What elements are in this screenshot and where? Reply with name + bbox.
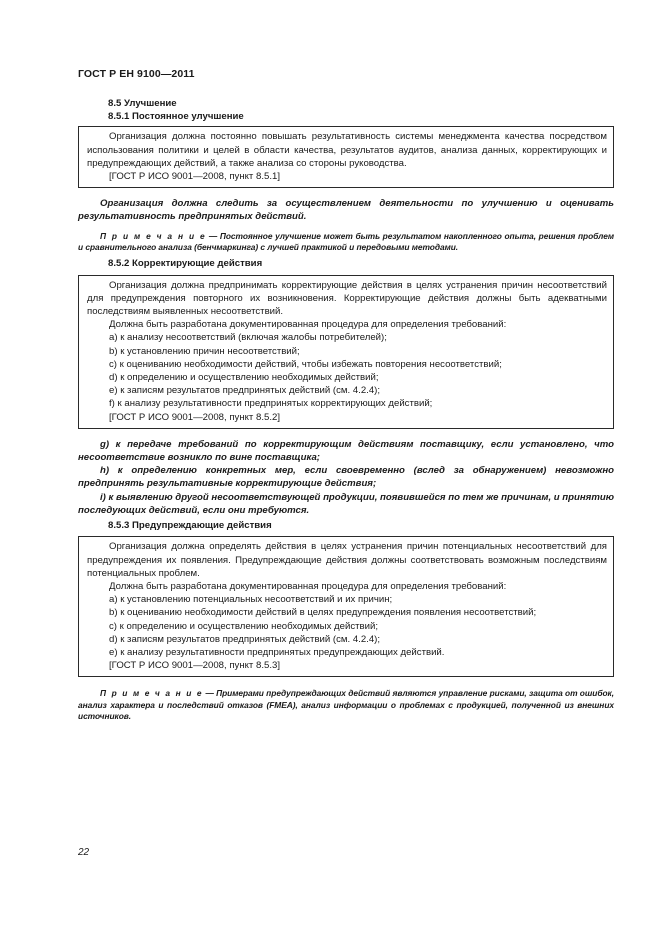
list-item: f) к анализу результативности предпринятых корректирующих действий; (109, 398, 433, 410)
section-8-5-3-heading: 8.5.3 Предупреждающие действия (108, 520, 272, 532)
note-label: П р и м е ч а н и е (100, 688, 204, 699)
section-8-5-2-heading: 8.5.2 Корректирующие действия (108, 258, 263, 270)
note-8-5-1 (78, 231, 614, 254)
page-content (78, 97, 614, 723)
list-item: c) к определению и осуществлению необходимых действий; (109, 620, 379, 632)
page-header: ГОСТ Р ЕН 9100—2011 (78, 68, 195, 80)
supplementary-item-i: i) к выявлению другой несоответствующей продукции, появившейся по тем же причинам, и принятию последующих действий, если они требуются. (78, 491, 615, 516)
list-item: b) к оцениванию необходимости действий в целях предупреждения появления несоответствий; (109, 607, 537, 619)
box-reference: [ГОСТ Р ИСО 9001—2008, пункт 8.5.2] (109, 411, 280, 423)
list-item: c) к оцениванию необходимости действий, чтобы избежать повторения несоответствий; (109, 358, 502, 370)
quote-box-8-5-3 (78, 536, 614, 677)
list-item: e) к записям результатов предпринятых действий (см. 4.2.4); (109, 385, 381, 397)
note-text: — Примерами предупреждающих действий являются управление рисками, защита от ошибок, анализ характера и последствий отказов (FMEA), анализ информации о проблемах с продукцией, полученной из внешних источников. (78, 688, 614, 722)
supplementary-item-h: h) к определению конкретных мер, если своевременно (вслед за обнаружением) невозможно предпринять результативные корректирующие действия; (78, 465, 614, 490)
list-item: a) к анализу несоответствий (включая жалобы потребителей); (109, 332, 387, 344)
box-paragraph: Организация должна определять действия в целях устранения причин потенциальных несоответствий для предупреждения их появления. Предупреждающие действия должны соответствовать возможным последствиям потенциальных проблем. (87, 541, 607, 579)
list-item: d) к определению и осуществлению необходимых действий; (109, 372, 379, 384)
note-text: — Постоянное улучшение может быть результатом накопленного опыта, решения проблем и сравнительного анализа (бенчмаркинга) с лучшей практикой и передовыми методами. (78, 230, 614, 253)
box-paragraph: Организация должна постоянно повышать результативность системы менеджмента качества посредством использования политики и целей в области качества, результатов аудитов, анализа данных, корректирующих и предупреждающих действий, а также анализа со стороны руководства. (87, 131, 607, 169)
section-8-5-1-heading: 8.5.1 Постоянное улучшение (108, 111, 244, 123)
list-item: d) к записям результатов предпринятых действий (см. 4.2.4); (109, 633, 381, 645)
note-label: П р и м е ч а н и е (100, 230, 207, 241)
list-item: e) к анализу результативности предпринятых предупреждающих действий. (109, 646, 445, 658)
box-paragraph: Организация должна предпринимать корректирующие действия в целях устранения причин несоответствий для предупреждения повторного их возникновения. Корректирующие действия должны быть адекватными последствиям выявленных несоответствий. (87, 279, 607, 318)
supplementary-requirement: Организация должна следить за осуществлением деятельности по улучшению и оценивать результативность предпринятых действий. (78, 198, 614, 223)
list-item: a) к установлению потенциальных несоответствий и их причин; (109, 594, 393, 606)
page-number: 22 (78, 847, 90, 858)
box-paragraph: Должна быть разработана документированная процедура для определения требований: (109, 580, 507, 592)
quote-box-8-5-1 (78, 126, 614, 188)
supplementary-item-g: g) к передаче требований по корректирующим действиям поставщику, если установлено, что несоответствие возникло по вине поставщика; (78, 438, 614, 464)
list-item: b) к установлению причин несоответствий; (109, 345, 300, 357)
quote-box-8-5-2 (78, 275, 614, 429)
box-reference: [ГОСТ Р ИСО 9001—2008, пункт 8.5.3] (109, 660, 280, 672)
box-paragraph: Должна быть разработана документированная процедура для определения требований: (109, 319, 507, 331)
note-8-5-3 (78, 688, 614, 722)
box-reference: [ГОСТ Р ИСО 9001—2008, пункт 8.5.1] (109, 171, 280, 183)
section-8-5-heading: 8.5 Улучшение (108, 98, 177, 109)
